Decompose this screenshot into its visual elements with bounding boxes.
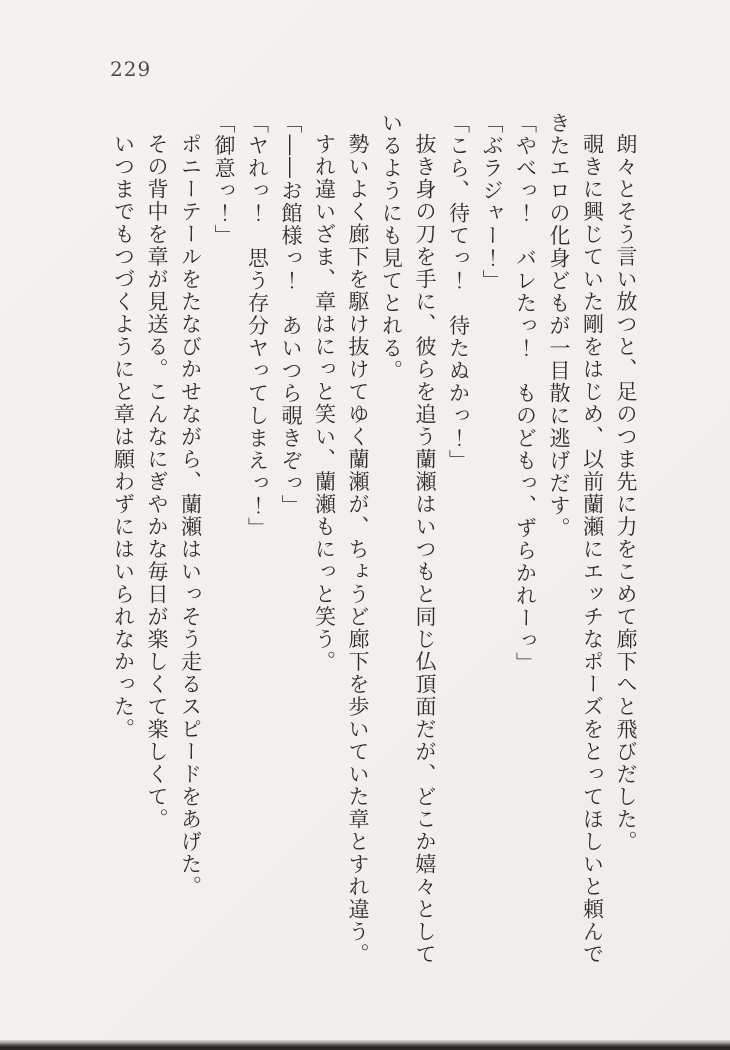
paragraph: 「――お館様っ！ あいつら覗きぞっ」 [279,112,303,517]
paragraph: 「御意っ！」 [212,112,236,247]
page-number: 229 [110,57,152,81]
page-text [97,112,642,970]
paragraph: 朗々とそう言い放つと、足のつま先に力をこめて廊下へと飛びだした。 [614,133,638,853]
paragraph: 「ぶラジャー！」 [480,112,504,292]
paragraph: 「こら、待てっ！ 待たぬかっ！」 [446,112,471,472]
paragraph: 覗きに興じていた剛をはじめ、以前蘭瀬にエッチなポーズをとってほしいと頼んできたエロの化身どもが一目散に逃げだす。 [547,112,605,966]
paragraph: 抜き身の刀を手に、彼らを追う蘭瀬はいつもと同じ仏頂面だが、どこか嬉々としているようにも見てとれる。 [379,112,437,966]
paragraph: 「やべっ！ バレたっ！ ものどもっ、ずらかれーっ」 [513,112,538,675]
paragraph: 「ヤれっ！ 思う存分ヤってしまえっ！」 [245,112,270,540]
paragraph: 勢いよく廊下を駆け抜けてゆく蘭瀬が、ちょうど廊下を歩いていた章とすれ違う。 [346,133,370,966]
paragraph: ポニーテールをたなびかせながら、蘭瀬はいっそう走るスピードをあげた。 [178,133,203,898]
paragraph: すれ違いざま、章はにっと笑い、蘭瀬もにっと笑う。 [312,133,337,673]
paragraph: いつまでもつづくようにと章は願わずにはいられなかった。 [111,133,136,741]
page-bottom-scan-edge [0,1040,730,1050]
paragraph: その背中を章が見送る。こんなにぎやかな毎日が楽しくて楽しくて。 [145,133,169,831]
